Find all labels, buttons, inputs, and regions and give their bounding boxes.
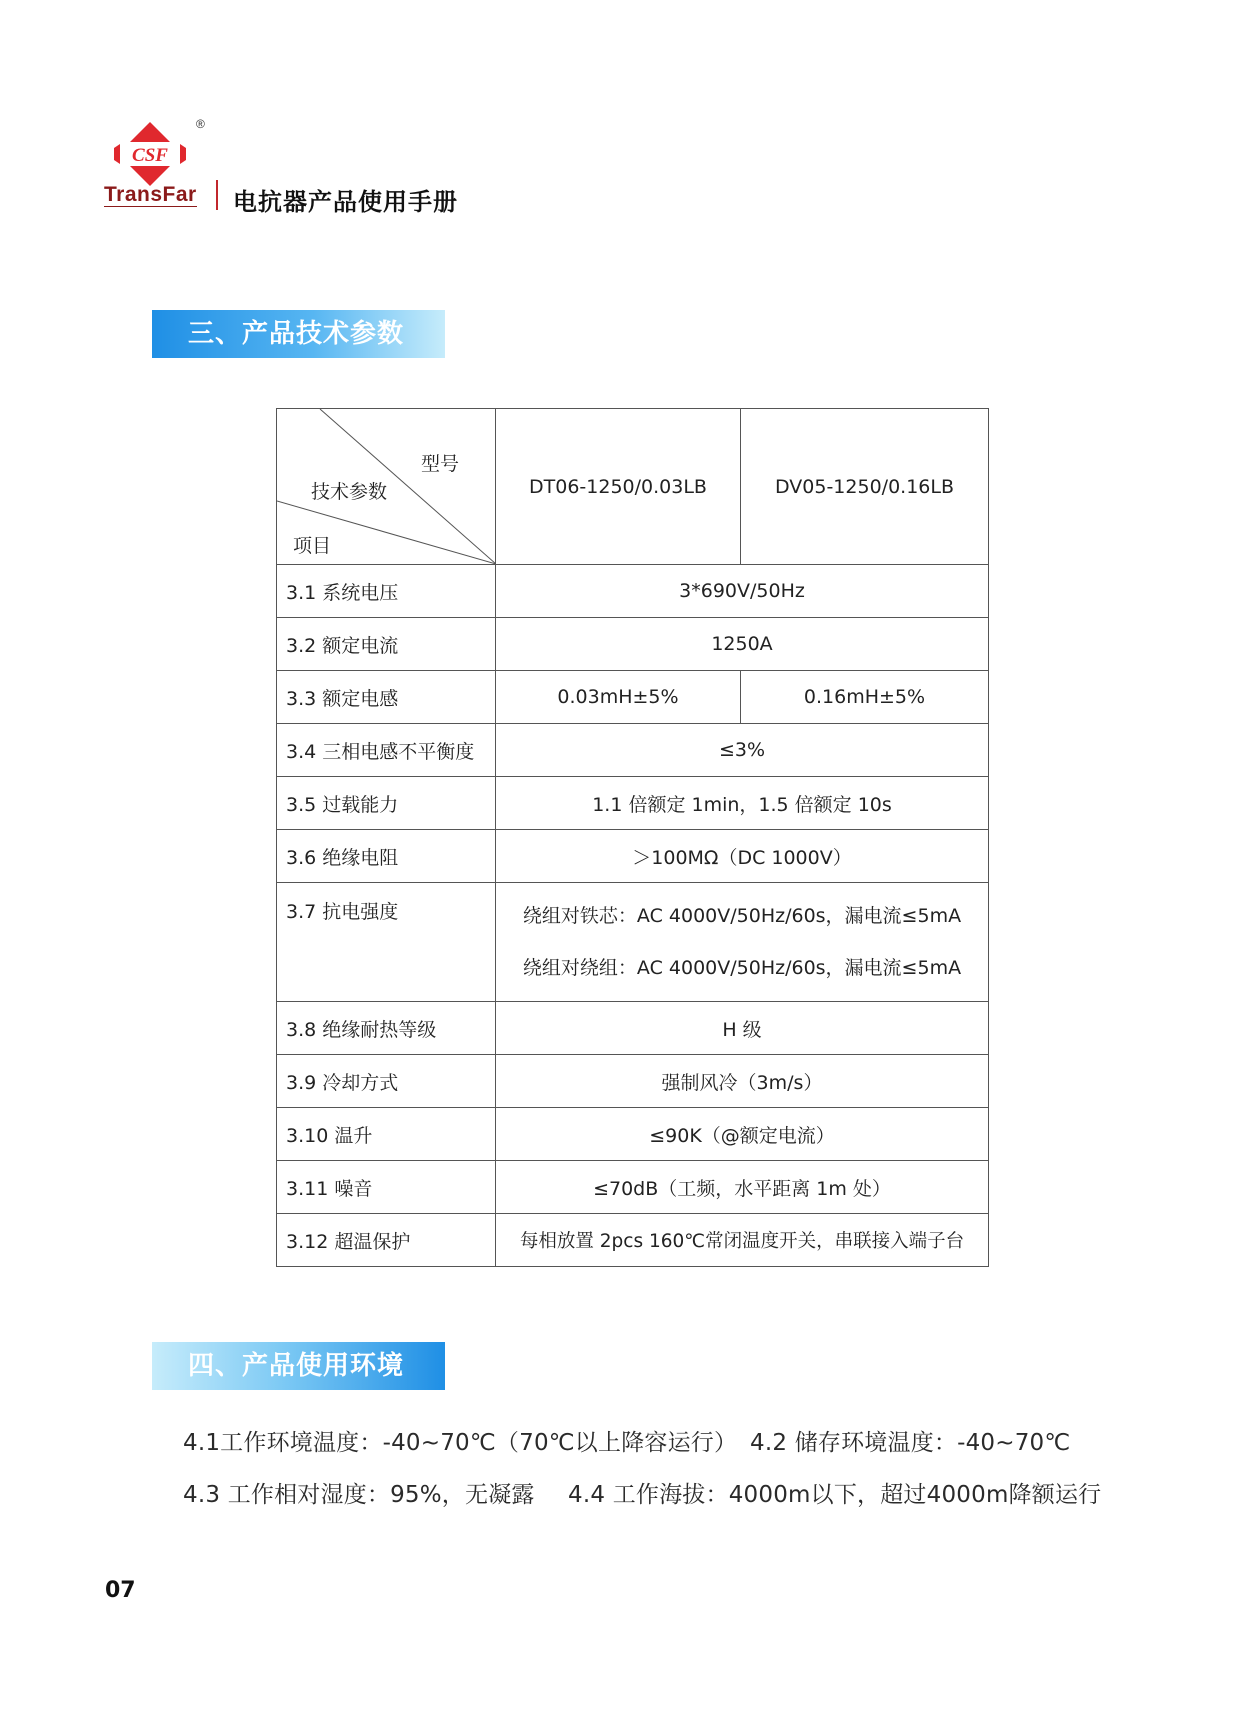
diag-label-item: 项目 (293, 535, 332, 557)
row-value: ≤3% (496, 724, 989, 777)
table-row (277, 618, 989, 671)
table-row (277, 830, 989, 883)
row-value-model-2: 0.16mH±5% (741, 671, 989, 724)
header-divider (216, 180, 218, 210)
env-humidity: 4.3 工作相对湿度：95%，无凝露 (183, 1482, 535, 1508)
row-label: 3.5 过载能力 (277, 777, 496, 830)
row-label: 3.7 抗电强度 (277, 883, 496, 1002)
table-row (277, 1002, 989, 1055)
dielectric-line-core: 绕组对铁芯：AC 4000V/50Hz/60s，漏电流≤5mA (522, 905, 962, 927)
table-row (277, 883, 989, 1002)
table-row (277, 671, 989, 724)
svg-text:®: ® (196, 118, 205, 131)
row-label: 3.4 三相电感不平衡度 (277, 724, 496, 777)
row-label: 3.3 额定电感 (277, 671, 496, 724)
env-operating-temp: 4.1工作环境温度：-40~70℃（70℃以上降容运行） (183, 1430, 738, 1456)
env-storage-temp: 4.2 储存环境温度：-40~70℃ (750, 1430, 1071, 1456)
svg-text:CSF: CSF (132, 145, 168, 166)
section-banner-environment: 四、产品使用环境 (152, 1342, 445, 1390)
diagonal-header-cell (277, 409, 496, 565)
table-header-row (277, 409, 989, 565)
table-row (277, 1055, 989, 1108)
row-label: 3.8 绝缘耐热等级 (277, 1002, 496, 1055)
row-value: 1.1 倍额定 1min，1.5 倍额定 10s (496, 777, 989, 830)
dielectric-line-winding: 绕组对绕组：AC 4000V/50Hz/60s，漏电流≤5mA (522, 957, 962, 979)
manual-title: 电抗器产品使用手册 (233, 188, 458, 216)
row-label: 3.6 绝缘电阻 (277, 830, 496, 883)
table-row (277, 565, 989, 618)
table-row (277, 724, 989, 777)
env-altitude: 4.4 工作海拔：4000m以下，超过4000m降额运行 (568, 1482, 1102, 1508)
table-row (277, 1161, 989, 1214)
row-label: 3.12 超温保护 (277, 1214, 496, 1267)
row-label: 3.1 系统电压 (277, 565, 496, 618)
row-value: ＞100MΩ（DC 1000V） (496, 830, 989, 883)
page-number: 07 (105, 1578, 136, 1603)
row-value: 1250A (496, 618, 989, 671)
row-value-model-1: 0.03mH±5% (496, 671, 741, 724)
row-value: 每相放置 2pcs 160℃常闭温度开关，串联接入端子台 (496, 1214, 989, 1267)
row-label: 3.11 噪音 (277, 1161, 496, 1214)
spec-table (276, 408, 989, 1267)
diag-label-params: 技术参数 (311, 481, 388, 503)
row-label: 3.10 温升 (277, 1108, 496, 1161)
row-value: H 级 (496, 1002, 989, 1055)
row-label: 3.2 额定电流 (277, 618, 496, 671)
diag-label-model: 型号 (420, 453, 459, 475)
row-label: 3.9 冷却方式 (277, 1055, 496, 1108)
model-header-2: DV05-1250/0.16LB (741, 409, 989, 565)
row-value: 强制风冷（3m/s） (496, 1055, 989, 1108)
row-value: ≤90K（@额定电流） (496, 1108, 989, 1161)
brand-wordmark: TransFar (104, 183, 197, 206)
row-value-multiline (496, 883, 989, 1002)
row-value: ≤70dB（工频，水平距离 1m 处） (496, 1161, 989, 1214)
model-header-1: DT06-1250/0.03LB (496, 409, 741, 565)
table-row (277, 777, 989, 830)
section-banner-tech-params: 三、产品技术参数 (152, 310, 445, 358)
table-row (277, 1214, 989, 1267)
row-value: 3*690V/50Hz (496, 565, 989, 618)
table-row (277, 1108, 989, 1161)
